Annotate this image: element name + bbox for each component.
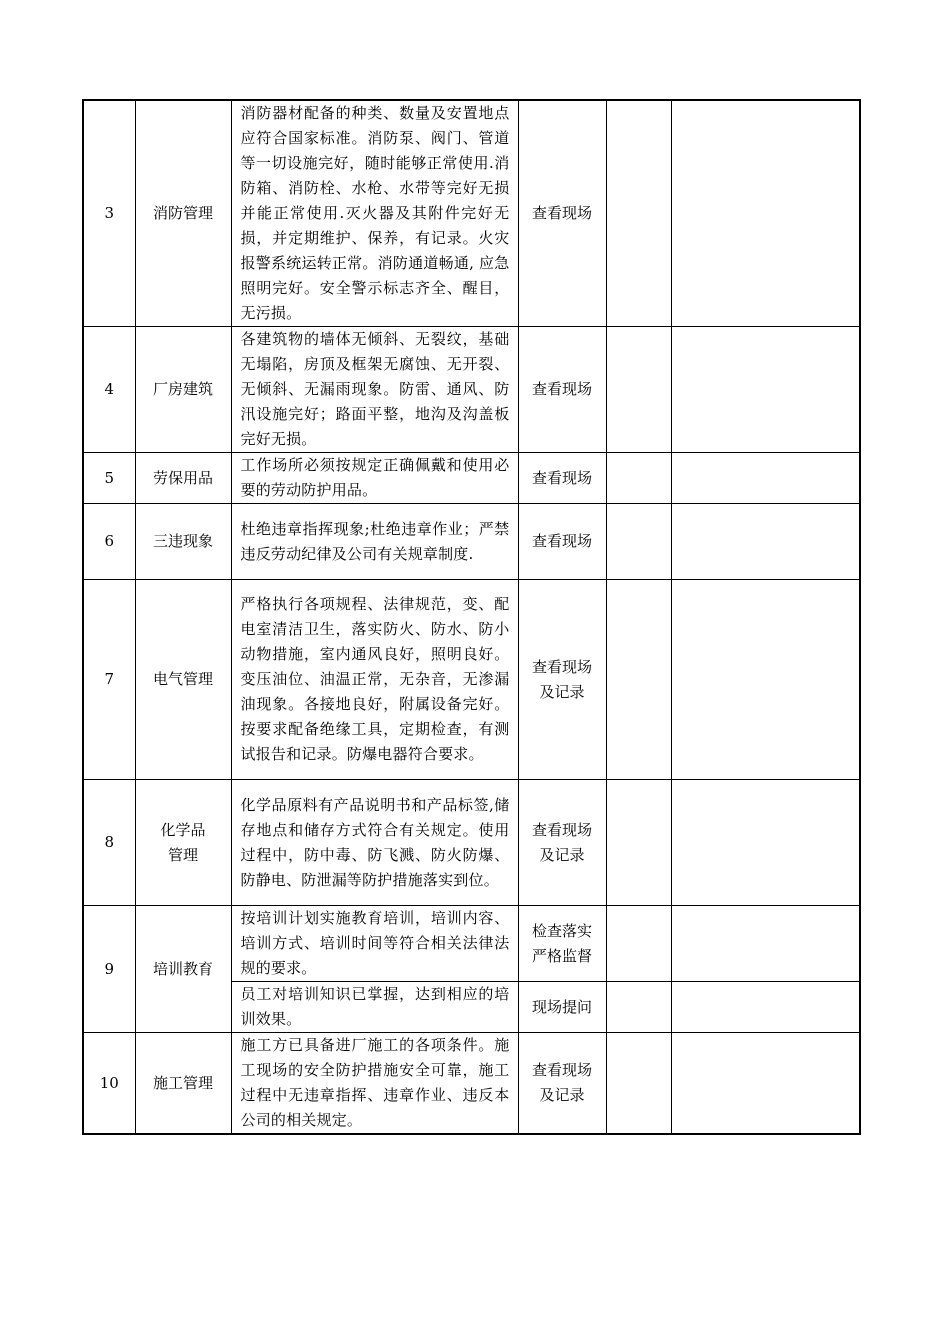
row-number: 9 xyxy=(83,906,135,1033)
table-row xyxy=(83,1033,860,1135)
check-method: 查看现场 xyxy=(518,453,606,504)
blank-cell xyxy=(671,906,860,982)
check-item: 劳保用品 xyxy=(135,453,231,504)
check-method: 查看现场 及记录 xyxy=(518,780,606,906)
table-row xyxy=(83,504,860,580)
check-content: 施工方已具备进厂施工的各项条件。施工现场的安全防护措施安全可靠，施工过程中无违章指挥、违章作业、违反本公司的相关规定。 xyxy=(231,1033,518,1135)
check-content: 杜绝违章指挥现象;杜绝违章作业；严禁违反劳动纪律及公司有关规章制度. xyxy=(231,504,518,580)
table-row xyxy=(83,327,860,453)
check-content: 严格执行各项规程、法律规范，变、配电室清洁卫生，落实防火、防水、防小动物措施，室内通风良好，照明良好。变压油位、油温正常，无杂音，无渗漏油现象。各接地良好，附属设备完好。按要求配备绝缘工具，定期检查，有测试报告和记录。防爆电器符合要求。 xyxy=(231,580,518,780)
blank-cell xyxy=(606,1033,671,1135)
check-content: 按培训计划实施教育培训，培训内容、培训方式、培训时间等符合相关法律法规的要求。 xyxy=(231,906,518,982)
blank-cell xyxy=(671,100,860,327)
blank-cell xyxy=(606,580,671,780)
blank-cell xyxy=(606,100,671,327)
check-method: 查看现场 及记录 xyxy=(518,1033,606,1135)
check-content: 工作场所必须按规定正确佩戴和使用必要的劳动防护用品。 xyxy=(231,453,518,504)
table-row xyxy=(83,100,860,327)
table-row xyxy=(83,580,860,780)
blank-cell xyxy=(671,982,860,1033)
check-method: 查看现场 xyxy=(518,327,606,453)
check-method: 现场提问 xyxy=(518,982,606,1033)
blank-cell xyxy=(671,580,860,780)
check-method: 查看现场 xyxy=(518,100,606,327)
check-item: 化学品 管理 xyxy=(135,780,231,906)
blank-cell xyxy=(606,906,671,982)
blank-cell xyxy=(671,504,860,580)
check-item: 厂房建筑 xyxy=(135,327,231,453)
check-item: 三违现象 xyxy=(135,504,231,580)
check-item: 电气管理 xyxy=(135,580,231,780)
table-row xyxy=(83,453,860,504)
check-content: 化学品原料有产品说明书和产品标签,储存地点和储存方式符合有关规定。使用过程中，防中毒、防飞溅、防火防爆、防静电、防泄漏等防护措施落实到位。 xyxy=(231,780,518,906)
blank-cell xyxy=(606,327,671,453)
inspection-checklist-table xyxy=(82,99,861,1135)
blank-cell xyxy=(606,504,671,580)
row-number: 6 xyxy=(83,504,135,580)
check-item: 消防管理 xyxy=(135,100,231,327)
blank-cell xyxy=(671,453,860,504)
row-number: 7 xyxy=(83,580,135,780)
row-number: 5 xyxy=(83,453,135,504)
check-content: 员工对培训知识已掌握，达到相应的培训效果。 xyxy=(231,982,518,1033)
check-method: 查看现场 xyxy=(518,504,606,580)
check-content: 各建筑物的墙体无倾斜、无裂纹，基础无塌陷，房顶及框架无腐蚀、无开裂、无倾斜、无漏雨现象。防雷、通风、防汛设施完好；路面平整，地沟及沟盖板完好无损。 xyxy=(231,327,518,453)
row-number: 4 xyxy=(83,327,135,453)
blank-cell xyxy=(671,1033,860,1135)
blank-cell xyxy=(671,327,860,453)
blank-cell xyxy=(606,453,671,504)
check-method: 查看现场 及记录 xyxy=(518,580,606,780)
check-item: 施工管理 xyxy=(135,1033,231,1135)
row-number: 3 xyxy=(83,100,135,327)
row-number: 10 xyxy=(83,1033,135,1135)
row-number: 8 xyxy=(83,780,135,906)
blank-cell xyxy=(606,780,671,906)
check-item: 培训教育 xyxy=(135,906,231,1033)
blank-cell xyxy=(671,780,860,906)
blank-cell xyxy=(606,982,671,1033)
table-row xyxy=(83,780,860,906)
table-row xyxy=(83,906,860,982)
check-method: 检查落实 严格监督 xyxy=(518,906,606,982)
check-content: 消防器材配备的种类、数量及安置地点应符合国家标准。消防泵、阀门、管道等一切设施完好，随时能够正常使用.消防箱、消防栓、水枪、水带等完好无损并能正常使用.灭火器及其附件完好无损，并定期维护、保养，有记录。火灾报警系统运转正常。消防通道畅通, 应急照明完好。安全警示标志齐全、醒目，无污损。 xyxy=(231,100,518,327)
